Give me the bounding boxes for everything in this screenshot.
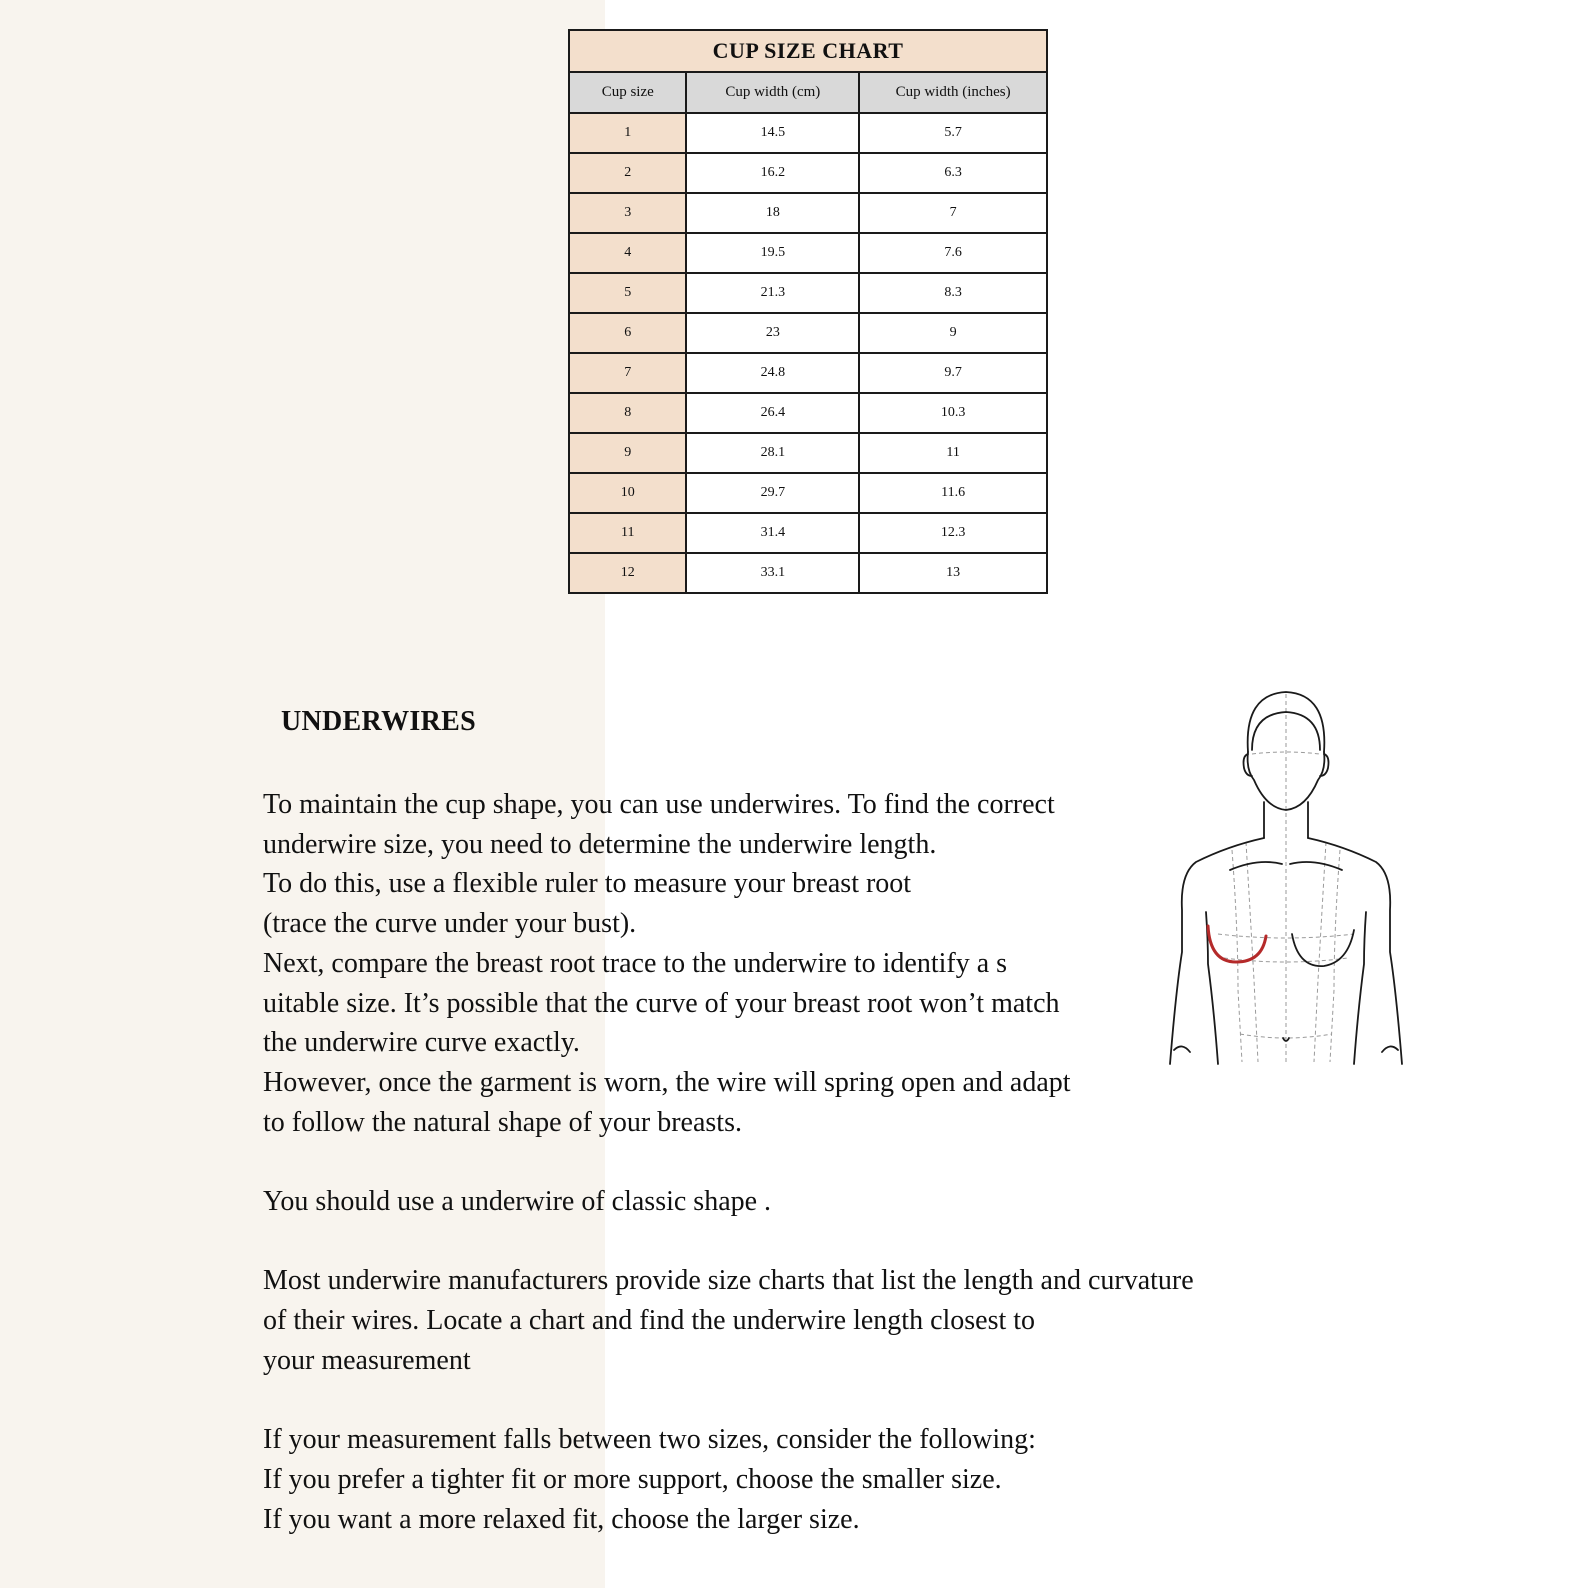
cup-width-inches-cell: 11.6 — [859, 473, 1047, 513]
text-line: to follow the natural shape of your breasts. — [263, 1106, 742, 1138]
cup-size-cell: 11 — [569, 513, 686, 553]
cup-width-cm-cell: 28.1 — [686, 433, 859, 473]
chart-title: CUP SIZE CHART — [569, 30, 1047, 72]
cup-width-inches-cell: 6.3 — [859, 153, 1047, 193]
cup-width-inches-cell: 12.3 — [859, 513, 1047, 553]
text-line: (trace the curve under your bust). — [263, 908, 637, 940]
cup-size-cell: 1 — [569, 113, 686, 153]
cup-size-cell: 10 — [569, 473, 686, 513]
cup-width-inches-cell: 7 — [859, 193, 1047, 233]
table-row — [569, 153, 1047, 193]
cup-width-inches-cell: 9.7 — [859, 353, 1047, 393]
text-line: To do this, use a flexible ruler to measure your breast root — [263, 868, 912, 900]
column-header-cup-size: Cup size — [569, 72, 686, 113]
paragraph-gap — [263, 1222, 1343, 1262]
text-line: You should use a underwire of classic shape . — [263, 1186, 772, 1218]
table-row — [569, 193, 1047, 233]
cup-width-cm-cell: 24.8 — [686, 353, 859, 393]
paragraph-gap — [263, 1381, 1343, 1421]
text-line: To maintain the cup shape, you can use underwires. To find the correct — [263, 789, 1055, 820]
cup-width-cm-cell: 29.7 — [686, 473, 859, 513]
table-row — [569, 553, 1047, 593]
cup-size-chart — [568, 29, 1048, 594]
cup-width-cm-cell: 33.1 — [686, 553, 859, 593]
column-header-cup-width-inches: Cup width (inches) — [859, 72, 1047, 113]
cup-size-cell: 12 — [569, 553, 686, 593]
body-measurement-icon — [1168, 690, 1404, 1072]
cup-width-inches-cell: 8.3 — [859, 273, 1047, 313]
cup-width-inches-cell: 5.7 — [859, 113, 1047, 153]
cup-width-cm-cell: 31.4 — [686, 513, 859, 553]
table-row — [569, 473, 1047, 513]
cup-size-cell: 7 — [569, 353, 686, 393]
table-row — [569, 513, 1047, 553]
cup-width-cm-cell: 23 — [686, 313, 859, 353]
chart-body — [569, 113, 1047, 593]
cup-width-cm-cell: 18 — [686, 193, 859, 233]
cup-width-cm-cell: 21.3 — [686, 273, 859, 313]
table-row — [569, 273, 1047, 313]
text-line: uitable size. It’s possible that the curve of your breast root won’t match — [263, 987, 1060, 1019]
cup-width-inches-cell: 10.3 — [859, 393, 1047, 433]
cup-size-cell: 6 — [569, 313, 686, 353]
table-row — [569, 353, 1047, 393]
text-line: the underwire curve exactly. — [263, 1027, 580, 1059]
text-line: If you prefer a tighter fit or more support, choose the smaller size. — [263, 1463, 1002, 1495]
section-title: UNDERWIRES — [281, 706, 476, 737]
cup-size-cell: 4 — [569, 233, 686, 273]
cup-width-inches-cell: 11 — [859, 433, 1047, 473]
cup-width-inches-cell: 9 — [859, 313, 1047, 353]
cup-width-cm-cell: 26.4 — [686, 393, 859, 433]
cup-size-cell: 2 — [569, 153, 686, 193]
cup-size-cell: 3 — [569, 193, 686, 233]
cup-size-cell: 9 — [569, 433, 686, 473]
cup-width-cm-cell: 16.2 — [686, 153, 859, 193]
text-line: underwire size, you need to determine the underwire length. — [263, 828, 937, 860]
text-line: Most underwire manufacturers provide size charts that list the length and curvature — [263, 1265, 1194, 1297]
text-line: Next, compare the breast root trace to the underwire to identify a s — [263, 947, 1008, 979]
table-row — [569, 393, 1047, 433]
paragraph-gap — [263, 1142, 1343, 1182]
cup-width-cm-cell: 19.5 — [686, 233, 859, 273]
cup-width-inches-cell: 7.6 — [859, 233, 1047, 273]
column-header-cup-width-cm: Cup width (cm) — [686, 72, 859, 113]
table-row — [569, 313, 1047, 353]
text-line: of their wires. Locate a chart and find the underwire length closest to — [263, 1305, 1036, 1337]
text-line: If you want a more relaxed fit, choose the larger size. — [263, 1503, 860, 1535]
table-row — [569, 233, 1047, 273]
cup-width-cm-cell: 14.5 — [686, 113, 859, 153]
text-line: If your measurement falls between two sizes, consider the following: — [263, 1424, 1036, 1456]
cup-size-cell: 5 — [569, 273, 686, 313]
table-row — [569, 433, 1047, 473]
cup-size-cell: 8 — [569, 393, 686, 433]
text-line: your measurement — [263, 1344, 471, 1376]
cup-width-inches-cell: 13 — [859, 553, 1047, 593]
text-line: However, once the garment is worn, the wire will spring open and adapt — [263, 1066, 1071, 1098]
table-row — [569, 113, 1047, 153]
